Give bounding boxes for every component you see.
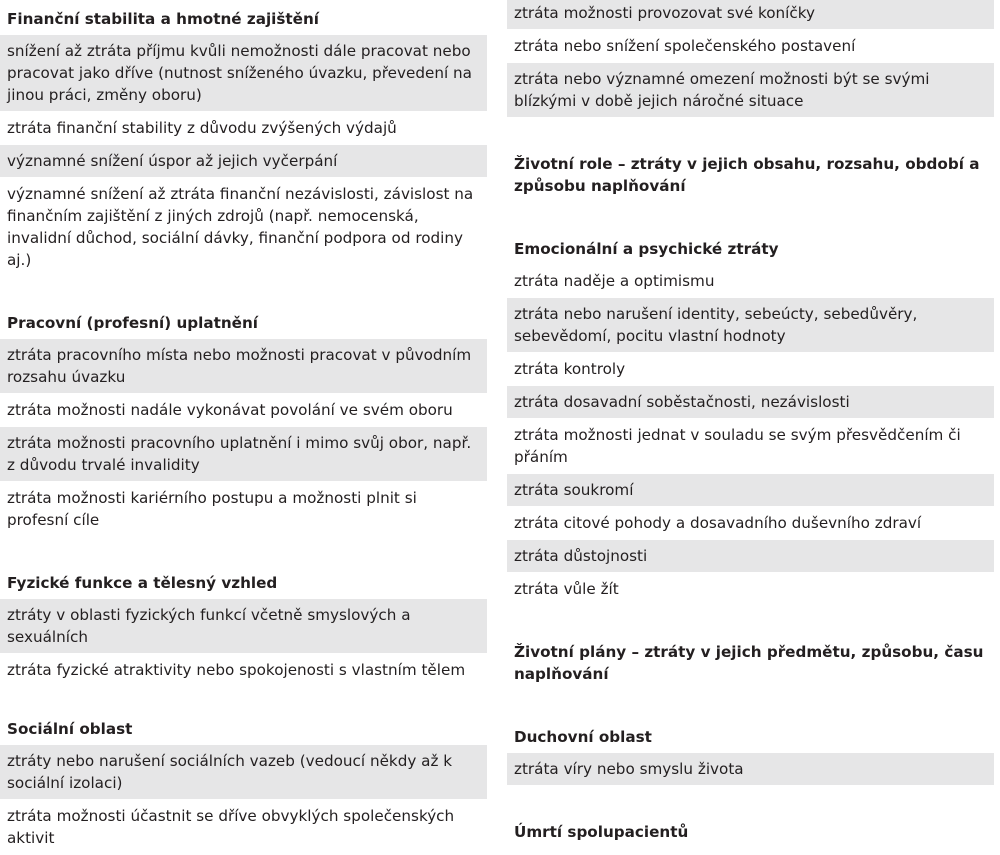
list-item: ztráta citové pohody a dosavadního duševního zdraví bbox=[507, 507, 994, 540]
list-item: ztráta možnosti účastnit se dříve obvyklých společenských aktivit bbox=[0, 800, 487, 855]
list-item: ztráta víry nebo smyslu života bbox=[507, 753, 994, 786]
section-title: Fyzické funkce a tělesný vzhled bbox=[7, 574, 278, 592]
list-item: ztráta pracovního místa nebo možnosti pracovat v původním rozsahu úvazku bbox=[0, 339, 487, 394]
section-financial-stability bbox=[0, 0, 487, 277]
list-item: ztráty v oblasti fyzických funkcí včetně smyslových a sexuálních bbox=[0, 599, 487, 654]
section-social-continued bbox=[507, 0, 994, 118]
section-title: Duchovní oblast bbox=[514, 728, 652, 746]
section-social bbox=[0, 708, 487, 855]
list-item: ztráty nebo narušení sociálních vazeb (vedoucí někdy až k sociální izolaci) bbox=[0, 745, 487, 800]
section-title: Úmrtí spolupacientů bbox=[514, 823, 689, 841]
list-item: ztráta důstojnosti bbox=[507, 540, 994, 573]
section-title: Životní plány – ztráty v jejich předmětu, způsobu, času naplňování bbox=[514, 643, 984, 683]
list-item: ztráta dosavadní soběstačnosti, nezávislosti bbox=[507, 386, 994, 419]
list-item: ztráta nebo narušení identity, sebeúcty, sebedůvěry, sebevědomí, pocitu vlastní hodnoty bbox=[507, 298, 994, 353]
list-item: ztráta naděje a optimismu bbox=[507, 265, 994, 298]
section-title: Životní role – ztráty v jejich obsahu, rozsahu, období a způsobu naplňování bbox=[514, 155, 980, 195]
list-item: ztráta možnosti nadále vykonávat povolání ve svém oboru bbox=[0, 394, 487, 427]
section-title: Finanční stabilita a hmotné zajištění bbox=[7, 10, 319, 28]
list-item: významné snížení úspor až jejich vyčerpání bbox=[0, 145, 487, 178]
list-item: ztráta kontroly bbox=[507, 353, 994, 386]
section-physical-functions bbox=[0, 562, 487, 687]
list-item: ztráta možnosti kariérního postupu a možnosti plnit si profesní cíle bbox=[0, 482, 487, 537]
list-item: ztráta možnosti jednat v souladu se svým přesvědčením či přáním bbox=[507, 419, 994, 474]
section-spiritual bbox=[507, 716, 994, 786]
list-item: ztráta vůle žít bbox=[507, 573, 994, 606]
section-work-employment bbox=[0, 302, 487, 537]
list-item: snížení až ztráta příjmu kvůli nemožnosti dále pracovat nebo pracovat jako dříve (nutnost sníženého úvazku, převedení na jinou práci, změny oboru) bbox=[0, 35, 487, 112]
list-item: ztráta nebo významné omezení možnosti být se svými blízkými v době jejich náročné situace bbox=[507, 63, 994, 118]
list-item: významné snížení až ztráta finanční nezávislosti, závislost na finančním zajištění z jiných zdrojů (např. nemocenská, invalidní důchod, sociální dávky, finanční podpora od rodiny aj.) bbox=[0, 178, 487, 277]
list-item: ztráta fyzické atraktivity nebo spokojenosti s vlastním tělem bbox=[0, 654, 487, 687]
right-column bbox=[507, 0, 994, 848]
section-copatient-deaths bbox=[507, 811, 994, 848]
list-item: ztráta možnosti pracovního uplatnění i mimo svůj obor, např. z důvodu trvalé invalidity bbox=[0, 427, 487, 482]
section-life-plans bbox=[507, 631, 994, 695]
left-column bbox=[0, 0, 487, 855]
section-title: Emocionální a psychické ztráty bbox=[514, 240, 779, 258]
section-title: Pracovní (profesní) uplatnění bbox=[7, 314, 258, 332]
list-item: ztráta finanční stability z důvodu zvýšených výdajů bbox=[0, 112, 487, 145]
section-emotional-losses bbox=[507, 228, 994, 606]
list-item: ztráta nebo snížení společenského postavení bbox=[507, 30, 994, 63]
section-title: Sociální oblast bbox=[7, 720, 133, 738]
list-item: ztráta možnosti provozovat své koníčky bbox=[507, 0, 994, 30]
list-item: ztráta soukromí bbox=[507, 474, 994, 507]
section-life-roles bbox=[507, 143, 994, 207]
